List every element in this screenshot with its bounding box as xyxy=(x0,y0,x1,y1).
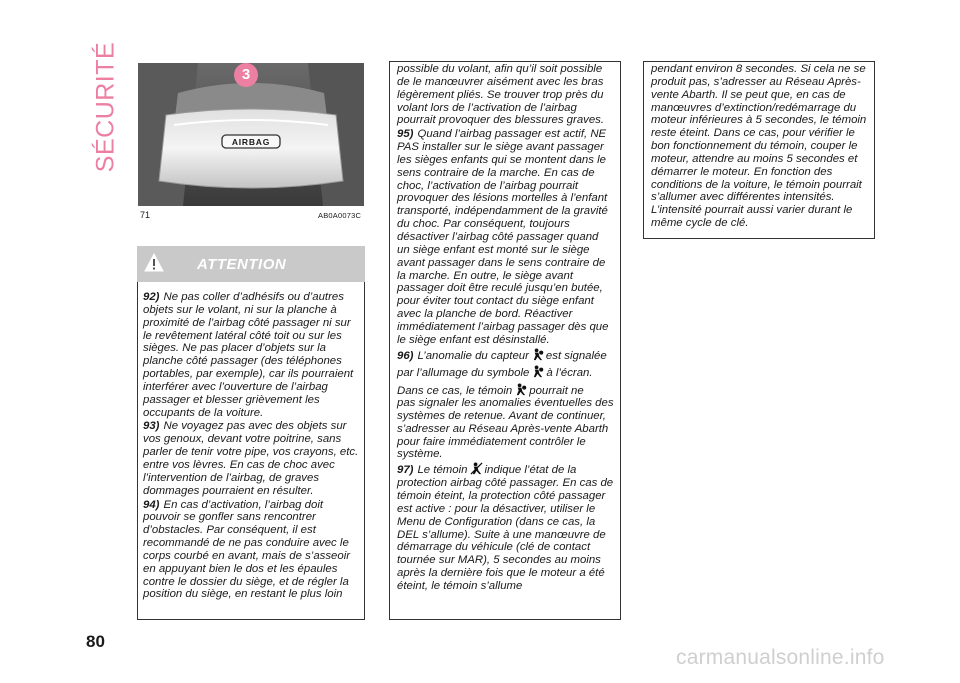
figure-code: AB0A0073C xyxy=(318,211,362,220)
section-title: SÉCURITÉ xyxy=(91,41,120,173)
page-number: 80 xyxy=(86,632,105,651)
attention-box xyxy=(137,282,365,620)
callout-3: 3 xyxy=(234,63,258,87)
item-97: 97) Le témoin indique l’état de la protection airbag côté passager. En cas de témoin éteint, la protection côté passager est active : pour la désactiver, utiliser le Menu de Configuration (dans ce cas, la DEL s’allume). Suite à une manœuvre de démarrage du véhicule (clé de contact tournée sur MAR), 5 secondes au moins après la dernière fois que le moteur a été éteint, le témoin s’allume xyxy=(397,464,614,592)
passenger-airbag-off-icon xyxy=(470,462,483,475)
figure-number: 71 xyxy=(140,210,151,220)
right-text: pendant environ 8 secondes. Si cela ne se produit pas, s’adresser au Réseau Après-vente Abarth. Il se peut que, en cas de manœuvres d’extinction/redémarrage du moteur inférieures à 5 secondes, le témoin reste éteint. Dans ce cas, pour vérifier le bon fonctionnement du témoin, couper le moteur, attendre au moins 5 secondes et démarrer le moteur. En fonction des conditions de la voiture, le témoin pourrait s’allumer avec différentes intensités. L’intensité pourrait aussi varier durant le même cycle de clé. xyxy=(651,63,867,230)
watermark: carmanualsonline.info xyxy=(676,646,885,669)
attention-item-92: 92) Ne pas coller d’adhésifs ou d’autres objets sur le volant, ni sur la planche à proximité de l’airbag côté passager ni sur le revêtement latéral côté toit ou sur les sièges. Ne pas placer d’objets sur la planche côté passager (des téléphones portables, par exemple), car ils pourraient interférer avec l’ouverture de l’airbag passager et blesser grièvement les occupants de la voiture. xyxy=(143,291,354,419)
airbag-warning-icon xyxy=(531,348,544,361)
continuation-text: possible du volant, afin qu’il soit possible de le manœuvrer aisément avec les bras légèrement pliés. Se trouver trop près du volant lors de l’activation de l’airbag pourrait provoquer des blessures graves. xyxy=(397,63,605,127)
attention-header xyxy=(137,246,365,282)
attention-item-94: 94) En cas d’activation, l’airbag doit pouvoir se gonfler sans rencontrer d’obstacles. Par conséquent, il est recommandé de ne pas conduire avec le corps courbé en avant, mais de s’asseoir en appuyant bien le dos et les épaules contre le dossier du siège, et de régler la position du siège, en restant le plus loin xyxy=(143,498,351,601)
item-96: 96) L’anomalie du capteur est signalée par l’allumage du symbole à l’écran. Dans ce cas, le témoin pourrait ne xyxy=(397,349,607,397)
airbag-label: AIRBAG xyxy=(231,137,271,147)
right-box xyxy=(643,61,875,239)
item-95: 95) Quand l’airbag passager est actif, NE PAS installer sur le siège avant passager les sièges enfants qui se montent dans le sens contraire de la marche. En cas de choc, l’activation de l’airbag pourrait provoquer des lésions mortelles à l’enfant transporté, indépendamment de la gravité du choc. Par conséquent, toujours désactiver l’airbag côté passager quand un siège enfant est monté sur le siège avant passager dans le sens contraire de la marche. En outre, le siège avant passager doit être reculé jusqu’en butée, pour éviter tout contact du siège enfant avec la planche de bord. Réactiver immédiatement l’airbag passager dès que le siège enfant est désinstallé. xyxy=(397,128,609,346)
airbag-warning-icon xyxy=(514,383,527,396)
attention-item-93: 93) Ne voyagez pas avec des objets sur vos genoux, devant votre poitrine, sans parler de tenir votre pipe, vos crayons, etc. entre vos lèvres. En cas de choc avec l’intervention de l’airbag, de graves dommages pourraient en résulter. xyxy=(143,420,359,497)
item-96-cont: pas signaler les anomalies éventuelles des systèmes de retenue. Avant de continuer, s’adresser au Réseau Après-vente Abarth pour faire immédiatement contrôler le système. xyxy=(397,397,614,461)
warning-icon xyxy=(144,253,164,273)
airbag-warning-icon xyxy=(531,365,544,378)
attention-title: ATTENTION xyxy=(197,256,287,273)
middle-box xyxy=(389,61,621,620)
